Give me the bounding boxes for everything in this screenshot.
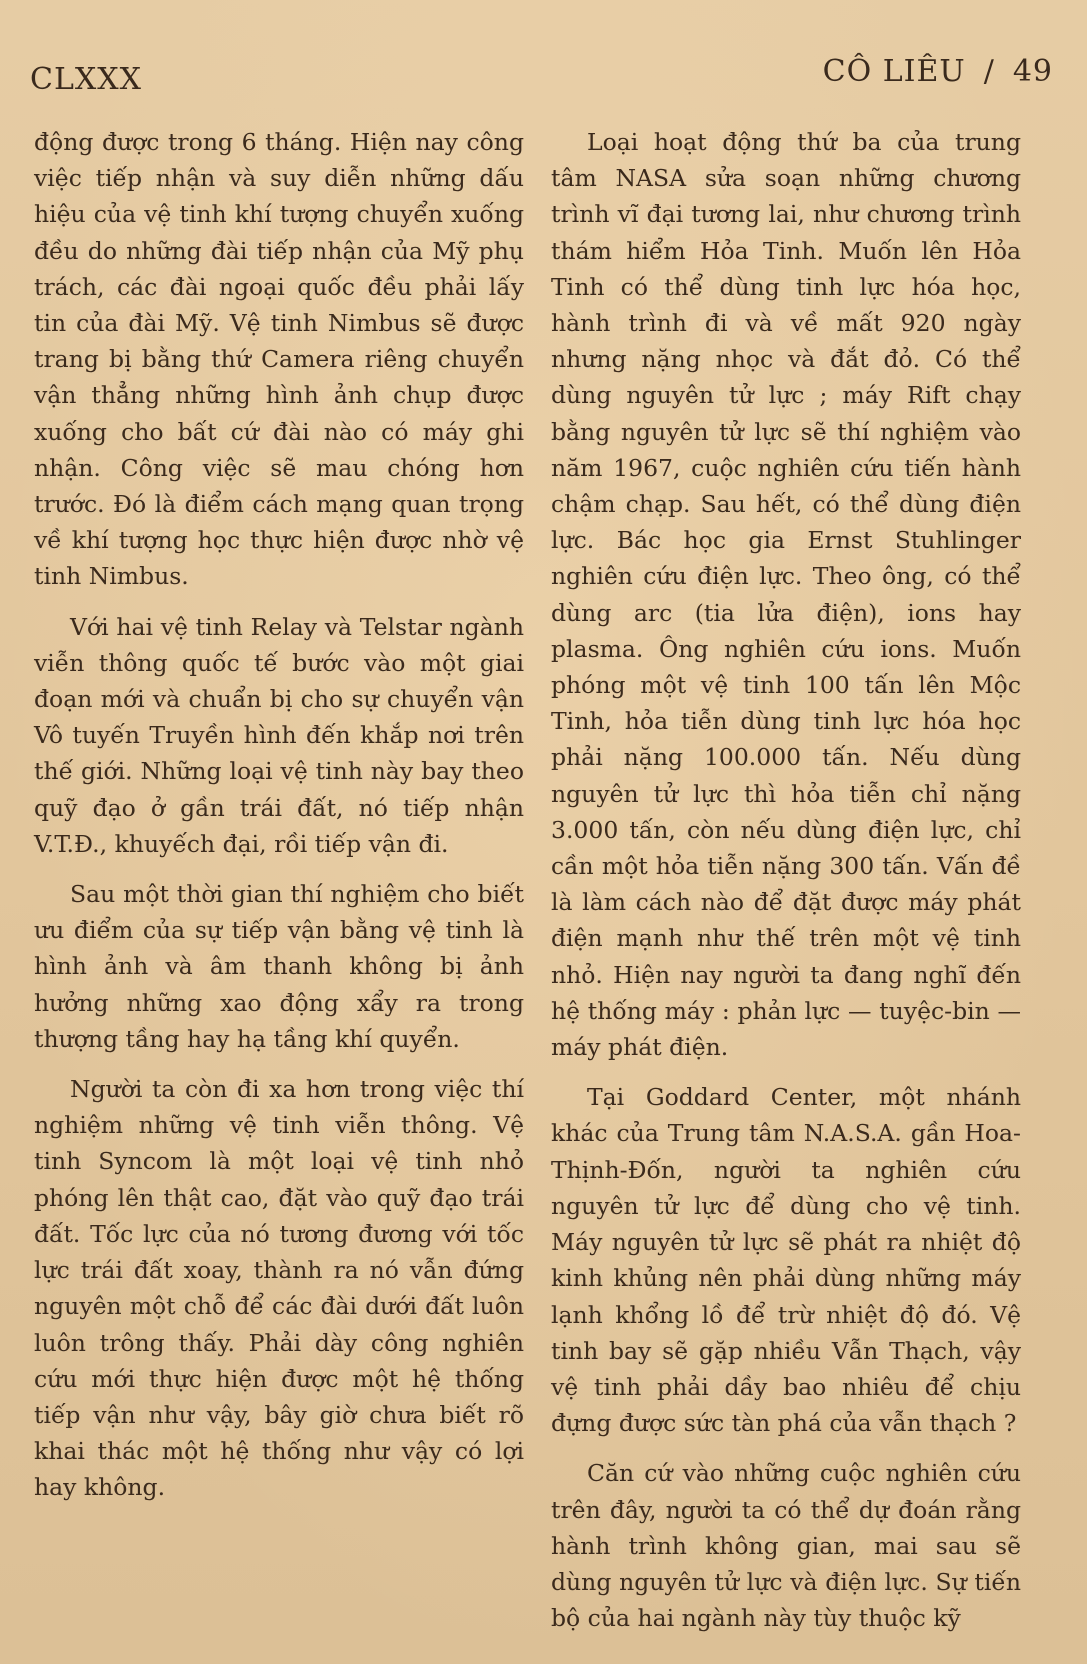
running-title: CÔ LIÊU [822,54,966,89]
paragraph: Loại hoạt động thứ ba của trung tâm NASA sửa soạn những chương trình vĩ đại tương lai, như chương trình thám hiểm Hỏa Tinh. Muốn lên Hỏa Tinh có thể dùng tinh lực hóa học, hành trình đi và về mất 920 ngày nhưng nặng nhọc và đắt đỏ. Có thể dùng nguyên tử lực ; máy Rift chạy bằng nguyên tử lực sẽ thí nghiệm vào năm 1967, cuộc nghiên cứu tiến hành chậm chạp. Sau hết, có thể dùng điện lực. Bác học gia Ernst Stuhlinger nghiên cứu điện lực. Theo ông, có thể dùng arc (tia lửa điện), ions hay plasma. Ông nghiên cứu ions. Muốn phóng một vệ tinh 100 tấn lên Mộc Tinh, hỏa tiễn dùng tinh lực hóa học phải nặng 100.000 tấn. Nếu dùng nguyên tử lực thì hỏa tiễn chỉ nặng 3.000 tấn, còn nếu dùng điện lực, chỉ cần một hỏa tiễn nặng 300 tấn. Vấn đề là làm cách nào để đặt được máy phát điện mạnh như thế trên một vệ tinh nhỏ. Hiện nay người ta đang nghĩ đến hệ thống máy : phản lực — tuyệc-bin — máy phát điện. [551,128,1021,1062]
paragraph: Căn cứ vào những cuộc nghiên cứu trên đây, người ta có thể dự đoán rằng hành trình không gian, mai sau sẽ dùng nguyên tử lực và điện lực. Sự tiến bộ của hai ngành này tùy thuộc kỹ [551,1459,1021,1633]
paragraph: Sau một thời gian thí nghiệm cho biết ưu điểm của sự tiếp vận bằng vệ tinh là hình ảnh và âm thanh không bị ảnh hưởng những xao động xẩy ra trong thượng tầng hay hạ tầng khí quyển. [34,880,524,1053]
paragraph: Với hai vệ tinh Relay và Telstar ngành viễn thông quốc tế bước vào một giai đoạn mới và chuẩn bị cho sự chuyển vận Vô tuyến Truyền hình đến khắp nơi trên thế giới. Những loại vệ tinh này bay theo quỹ đạo ở gần trái đất, nó tiếp nhận V.T.Đ., khuyếch đại, rồi tiếp vận đi. [34,612,524,858]
paragraph: Tại Goddard Center, một nhánh khác của Trung tâm N.A.S.A. gần Hoa-Thịnh-Đốn, người ta nghiên cứu nguyên tử lực để dùng cho vệ tinh. Máy nguyên tử lực sẽ phát ra nhiệt độ kinh khủng nên phải dùng những máy lạnh khổng lồ để trừ nhiệt độ đó. Vệ tinh bay sẽ gặp nhiều Vẫn Thạch, vậy vệ tinh phải dầy bao nhiêu để chịu đựng được sức tàn phá của vẫn thạch ? [551,1083,1021,1438]
running-title-block [823,54,1053,89]
series-number: CLXXX [30,62,142,97]
paragraph: động được trong 6 tháng. Hiện nay công việc tiếp nhận và suy diễn những dấu hiệu của vệ tinh khí tượng chuyển xuống đều do những đài tiếp nhận của Mỹ phụ trách, các đài ngoại quốc đều phải lấy tin của đài Mỹ. Vệ tinh Nimbus sẽ được trang bị bằng thứ Camera riêng chuyển vận thẳng những hình ảnh chụp được xuống cho bất cứ đài nào có máy ghi nhận. Công việc sẽ mau chóng hơn trước. Đó là điểm cách mạng quan trọng về khí tượng học thực hiện được nhờ vệ tinh Nimbus. [34,128,524,591]
page-number: 49 [1012,54,1053,89]
title-separator: / [983,54,995,89]
left-column [34,124,524,1506]
right-column [551,124,1021,1636]
running-head [30,54,1057,98]
paragraph: Người ta còn đi xa hơn trong việc thí nghiệm những vệ tinh viễn thông. Vệ tinh Syncom là một loại vệ tinh nhỏ phóng lên thật cao, đặt vào quỹ đạo trái đất. Tốc lực của nó tương đương với tốc lực trái đất xoay, thành ra nó vẫn đứng nguyên một chỗ để các đài dưới đất luôn luôn trông thấy. Phải dày công nghiên cứu mới thực hiện được một hệ thống tiếp vận như vậy, bây giờ chưa biết rõ khai thác một hệ thống như vậy có lợi hay không. [34,1075,524,1502]
